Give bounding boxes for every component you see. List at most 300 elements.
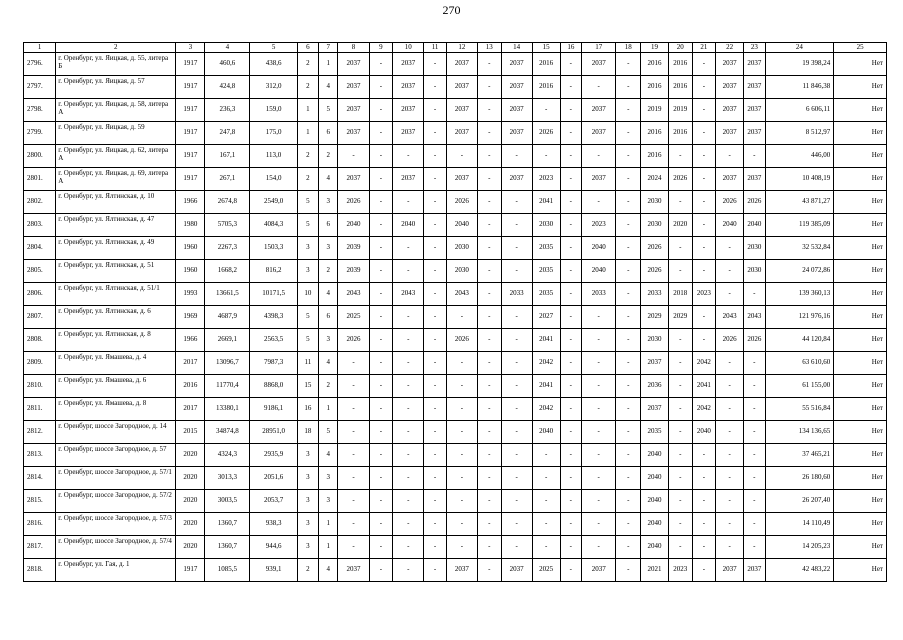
table-cell: 2037 — [744, 558, 765, 581]
table-cell: 2021 — [641, 558, 669, 581]
status-cell: Нет — [834, 144, 887, 167]
cost-cell: 43 871,27 — [765, 190, 834, 213]
table-cell: 11 — [297, 351, 318, 374]
table-cell: - — [616, 236, 641, 259]
table-cell: - — [560, 167, 581, 190]
table-cell: - — [582, 75, 616, 98]
table-cell: - — [477, 236, 501, 259]
status-cell: Нет — [834, 535, 887, 558]
cost-cell: 10 408,19 — [765, 167, 834, 190]
table-cell: - — [582, 144, 616, 167]
table-cell: - — [369, 236, 393, 259]
table-cell: - — [582, 512, 616, 535]
table-cell: 6 — [319, 213, 338, 236]
table-cell: - — [446, 144, 477, 167]
table-row — [24, 328, 887, 351]
column-header-21: 21 — [692, 43, 716, 53]
table-cell: 2040 — [641, 443, 669, 466]
table-cell: - — [393, 328, 424, 351]
table-cell: - — [501, 443, 532, 466]
table-cell: 938,3 — [250, 512, 297, 535]
table-cell: - — [369, 535, 393, 558]
table-cell: 2039 — [338, 259, 369, 282]
address-cell: г. Оренбург, ул. Ямашева, д. 6 — [56, 374, 176, 397]
table-cell: - — [369, 213, 393, 236]
table-cell: - — [477, 535, 501, 558]
table-cell: - — [369, 190, 393, 213]
table-cell: 2040 — [338, 213, 369, 236]
table-cell: 2027 — [532, 305, 560, 328]
table-cell: - — [446, 489, 477, 512]
table-cell: 2037 — [501, 558, 532, 581]
table-cell: - — [501, 305, 532, 328]
table-cell: - — [716, 374, 744, 397]
cost-cell: 121 976,16 — [765, 305, 834, 328]
table-cell: 2030 — [446, 236, 477, 259]
table-cell: 2040 — [641, 512, 669, 535]
table-cell: - — [616, 121, 641, 144]
table-cell: 2026 — [641, 259, 669, 282]
table-cell: - — [692, 466, 716, 489]
row-number-cell: 2816. — [24, 512, 56, 535]
column-header-19: 19 — [641, 43, 669, 53]
table-cell: - — [582, 305, 616, 328]
table-cell: 2024 — [641, 167, 669, 190]
table-cell: - — [393, 535, 424, 558]
table-cell: 2023 — [582, 213, 616, 236]
table-cell: - — [692, 121, 716, 144]
table-cell: 2037 — [446, 167, 477, 190]
address-cell: г. Оренбург, шоссе Загородное, д. 57/1 — [56, 466, 176, 489]
table-cell: 1360,7 — [205, 535, 250, 558]
table-cell: - — [532, 443, 560, 466]
table-cell: - — [446, 420, 477, 443]
table-cell: - — [560, 190, 581, 213]
table-cell: - — [338, 351, 369, 374]
address-cell: г. Оренбург, ул. Ялтинская, д. 49 — [56, 236, 176, 259]
table-cell: - — [582, 397, 616, 420]
table-cell: - — [582, 535, 616, 558]
table-cell: 3 — [297, 259, 318, 282]
table-cell: - — [716, 420, 744, 443]
table-cell: 2020 — [668, 213, 692, 236]
table-cell: - — [393, 305, 424, 328]
table-cell: 2935,9 — [250, 443, 297, 466]
table-cell: 2016 — [532, 75, 560, 98]
table-cell: - — [369, 305, 393, 328]
table-row — [24, 374, 887, 397]
cost-cell: 24 072,86 — [765, 259, 834, 282]
table-cell: 2053,7 — [250, 489, 297, 512]
table-cell: - — [446, 443, 477, 466]
table-cell: 2030 — [744, 259, 765, 282]
table-cell: - — [477, 190, 501, 213]
address-cell: г. Оренбург, ул. Ялтинская, д. 10 — [56, 190, 176, 213]
table-cell: - — [424, 75, 447, 98]
address-cell: г. Оренбург, ул. Ямашева, д. 8 — [56, 397, 176, 420]
table-cell: 10171,5 — [250, 282, 297, 305]
table-cell: - — [477, 420, 501, 443]
table-cell: - — [560, 52, 581, 75]
table-cell: - — [369, 328, 393, 351]
table-cell: 2016 — [532, 52, 560, 75]
cost-cell: 14 205,23 — [765, 535, 834, 558]
table-cell: - — [338, 443, 369, 466]
status-cell: Нет — [834, 282, 887, 305]
table-cell: - — [744, 466, 765, 489]
address-cell: г. Оренбург, шоссе Загородное, д. 57/3 — [56, 512, 176, 535]
table-cell: 5 — [319, 98, 338, 121]
table-cell: 2040 — [692, 420, 716, 443]
table-cell: 2037 — [338, 52, 369, 75]
table-cell: - — [501, 351, 532, 374]
table-cell: 5 — [319, 420, 338, 443]
table-cell: - — [501, 512, 532, 535]
table-cell: 11770,4 — [205, 374, 250, 397]
table-cell: - — [477, 512, 501, 535]
status-cell: Нет — [834, 328, 887, 351]
table-cell: - — [668, 190, 692, 213]
table-cell: - — [424, 52, 447, 75]
table-row — [24, 512, 887, 535]
table-cell: 2026 — [668, 167, 692, 190]
table-cell: - — [477, 489, 501, 512]
table-cell: - — [477, 213, 501, 236]
table-cell: - — [393, 489, 424, 512]
table-cell: 2020 — [176, 466, 205, 489]
table-cell: - — [369, 98, 393, 121]
table-cell: 5 — [297, 328, 318, 351]
table-cell: 1 — [319, 397, 338, 420]
table-cell: - — [424, 144, 447, 167]
table-cell: 5 — [297, 190, 318, 213]
table-cell: - — [446, 374, 477, 397]
table-cell: 3 — [297, 466, 318, 489]
table-cell: 2036 — [641, 374, 669, 397]
table-cell: 113,0 — [250, 144, 297, 167]
cost-cell: 134 136,65 — [765, 420, 834, 443]
table-cell: 3 — [319, 328, 338, 351]
table-cell: 2040 — [532, 420, 560, 443]
table-cell: - — [692, 328, 716, 351]
table-cell: - — [616, 259, 641, 282]
table-cell: 5705,3 — [205, 213, 250, 236]
table-cell: 2037 — [446, 75, 477, 98]
table-cell: 2016 — [641, 52, 669, 75]
table-cell: - — [560, 397, 581, 420]
table-cell: - — [369, 52, 393, 75]
address-cell: г. Оренбург, ул. Гая, д. 1 — [56, 558, 176, 581]
table-cell: 2 — [297, 52, 318, 75]
table-cell: 2016 — [176, 374, 205, 397]
table-cell: - — [338, 420, 369, 443]
table-cell: 4 — [319, 167, 338, 190]
status-cell: Нет — [834, 558, 887, 581]
table-cell: 2 — [297, 144, 318, 167]
table-cell: 2020 — [176, 443, 205, 466]
table-cell: 2037 — [393, 167, 424, 190]
table-cell: 460,6 — [205, 52, 250, 75]
table-cell: - — [616, 144, 641, 167]
table-cell: 2042 — [692, 397, 716, 420]
table-cell: 2669,1 — [205, 328, 250, 351]
table-cell: - — [477, 466, 501, 489]
cost-cell: 42 483,22 — [765, 558, 834, 581]
table-cell: 2040 — [641, 466, 669, 489]
status-cell: Нет — [834, 489, 887, 512]
table-cell: - — [560, 305, 581, 328]
column-header-8: 8 — [338, 43, 369, 53]
table-cell: 3 — [319, 489, 338, 512]
table-cell: - — [501, 144, 532, 167]
table-cell: - — [424, 512, 447, 535]
table-cell: - — [560, 420, 581, 443]
table-cell: 2041 — [532, 328, 560, 351]
table-cell: 2 — [297, 167, 318, 190]
table-cell: 2042 — [532, 397, 560, 420]
table-cell: 2017 — [176, 397, 205, 420]
table-cell: - — [716, 282, 744, 305]
address-cell: г. Оренбург, ул. Яицкая, д. 69, литера А — [56, 167, 176, 190]
table-cell: 2037 — [501, 75, 532, 98]
table-cell: 2037 — [744, 52, 765, 75]
table-cell: - — [501, 190, 532, 213]
column-header-14: 14 — [501, 43, 532, 53]
table-cell: 13096,7 — [205, 351, 250, 374]
table-cell: - — [393, 259, 424, 282]
table-cell: - — [501, 466, 532, 489]
column-header-18: 18 — [616, 43, 641, 53]
table-cell: - — [616, 443, 641, 466]
table-cell: 6 — [319, 121, 338, 144]
table-row — [24, 98, 887, 121]
table-cell: - — [582, 374, 616, 397]
table-cell: - — [668, 443, 692, 466]
cost-cell: 63 610,60 — [765, 351, 834, 374]
table-cell: 2037 — [582, 558, 616, 581]
table-cell: 1917 — [176, 52, 205, 75]
table-cell: 2037 — [393, 52, 424, 75]
row-number-cell: 2808. — [24, 328, 56, 351]
table-cell: - — [560, 236, 581, 259]
table-cell: - — [744, 512, 765, 535]
table-cell: - — [616, 328, 641, 351]
table-cell: - — [616, 397, 641, 420]
table-cell: 167,1 — [205, 144, 250, 167]
row-number-cell: 2802. — [24, 190, 56, 213]
table-cell: - — [716, 144, 744, 167]
table-cell: - — [744, 397, 765, 420]
column-header-12: 12 — [446, 43, 477, 53]
table-cell: - — [424, 489, 447, 512]
table-cell: 2026 — [716, 328, 744, 351]
status-cell: Нет — [834, 466, 887, 489]
table-cell: - — [692, 489, 716, 512]
table-cell: 1 — [319, 52, 338, 75]
table-cell: - — [692, 190, 716, 213]
table-cell: - — [532, 466, 560, 489]
table-cell: - — [582, 190, 616, 213]
table-cell: 2037 — [716, 558, 744, 581]
cost-cell: 55 516,84 — [765, 397, 834, 420]
table-cell: - — [692, 52, 716, 75]
table-cell: 2267,3 — [205, 236, 250, 259]
table-row — [24, 351, 887, 374]
table-cell: - — [616, 558, 641, 581]
table-cell: 4084,3 — [250, 213, 297, 236]
cost-cell: 37 465,21 — [765, 443, 834, 466]
status-cell: Нет — [834, 512, 887, 535]
address-cell: г. Оренбург, шоссе Загородное, д. 57/4 — [56, 535, 176, 558]
table-cell: 2035 — [532, 236, 560, 259]
table-cell: 1960 — [176, 236, 205, 259]
table-cell: - — [393, 443, 424, 466]
table-cell: - — [560, 443, 581, 466]
address-cell: г. Оренбург, шоссе Загородное, д. 14 — [56, 420, 176, 443]
table-cell: 1 — [297, 98, 318, 121]
table-cell: - — [424, 98, 447, 121]
table-row — [24, 259, 887, 282]
table-cell: 2026 — [338, 190, 369, 213]
table-cell: 2025 — [532, 558, 560, 581]
table-row — [24, 282, 887, 305]
table-cell: 312,0 — [250, 75, 297, 98]
table-cell: 2035 — [532, 259, 560, 282]
row-number-cell: 2797. — [24, 75, 56, 98]
table-cell: - — [424, 351, 447, 374]
column-header-24: 24 — [765, 43, 834, 53]
column-header-23: 23 — [744, 43, 765, 53]
table-cell: - — [744, 374, 765, 397]
address-cell: г. Оренбург, ул. Ялтинская, д. 6 — [56, 305, 176, 328]
status-cell: Нет — [834, 305, 887, 328]
table-cell: - — [668, 328, 692, 351]
table-cell: - — [446, 351, 477, 374]
table-cell: 4 — [319, 558, 338, 581]
table-cell: - — [424, 282, 447, 305]
row-number-cell: 2807. — [24, 305, 56, 328]
table-body — [24, 52, 887, 581]
table-cell: 1960 — [176, 259, 205, 282]
table-cell: - — [744, 489, 765, 512]
table-cell: 3 — [297, 489, 318, 512]
table-cell: - — [668, 236, 692, 259]
table-cell: - — [477, 98, 501, 121]
column-header-20: 20 — [668, 43, 692, 53]
table-cell: 1 — [319, 535, 338, 558]
table-cell: 2040 — [582, 236, 616, 259]
table-cell: - — [477, 374, 501, 397]
table-cell: 175,0 — [250, 121, 297, 144]
table-cell: 2026 — [744, 328, 765, 351]
table-cell: 2037 — [744, 167, 765, 190]
table-cell: - — [369, 558, 393, 581]
table-cell: 16 — [297, 397, 318, 420]
table-cell: - — [560, 75, 581, 98]
table-cell: 2037 — [338, 121, 369, 144]
table-cell: 2037 — [582, 98, 616, 121]
table-cell: 2037 — [393, 98, 424, 121]
cost-cell: 8 512,97 — [765, 121, 834, 144]
table-cell: - — [369, 167, 393, 190]
table-cell: 1917 — [176, 75, 205, 98]
table-cell: 2037 — [744, 98, 765, 121]
table-cell: - — [560, 558, 581, 581]
address-cell: г. Оренбург, ул. Яицкая, д. 55, литера Б — [56, 52, 176, 75]
table-cell: 3013,3 — [205, 466, 250, 489]
table-cell: - — [560, 535, 581, 558]
table-cell: 939,1 — [250, 558, 297, 581]
status-cell: Нет — [834, 397, 887, 420]
table-cell: - — [424, 190, 447, 213]
table-cell: 424,8 — [205, 75, 250, 98]
table-cell: - — [369, 512, 393, 535]
table-cell: - — [424, 374, 447, 397]
table-cell: - — [616, 213, 641, 236]
table-cell: 2037 — [641, 351, 669, 374]
cost-cell: 11 846,38 — [765, 75, 834, 98]
table-cell: 2016 — [668, 75, 692, 98]
table-cell: - — [616, 420, 641, 443]
table-cell: 2040 — [641, 535, 669, 558]
table-cell: 2035 — [532, 282, 560, 305]
table-cell: 5 — [297, 213, 318, 236]
table-cell: - — [338, 535, 369, 558]
table-cell: 2030 — [744, 236, 765, 259]
table-cell: 2026 — [641, 236, 669, 259]
table-cell: - — [716, 236, 744, 259]
table-cell: 1993 — [176, 282, 205, 305]
table-cell: - — [692, 167, 716, 190]
table-cell: 3003,5 — [205, 489, 250, 512]
table-cell: - — [477, 443, 501, 466]
table-row — [24, 420, 887, 443]
table-cell: - — [692, 558, 716, 581]
table-cell: - — [616, 466, 641, 489]
table-cell: - — [692, 75, 716, 98]
cost-cell: 139 360,13 — [765, 282, 834, 305]
column-header-16: 16 — [560, 43, 581, 53]
table-cell: 3 — [319, 236, 338, 259]
table-cell: - — [616, 489, 641, 512]
table-cell: - — [424, 420, 447, 443]
table-cell: 1917 — [176, 98, 205, 121]
table-cell: - — [424, 443, 447, 466]
table-header-row — [24, 43, 887, 53]
table-cell: - — [393, 420, 424, 443]
table-cell: - — [716, 397, 744, 420]
table-cell: 18 — [297, 420, 318, 443]
table-cell: 2033 — [501, 282, 532, 305]
table-cell: - — [393, 351, 424, 374]
address-cell: г. Оренбург, ул. Яицкая, д. 62, литера А — [56, 144, 176, 167]
table-cell: 7987,3 — [250, 351, 297, 374]
table-cell: - — [477, 558, 501, 581]
table-cell: - — [477, 144, 501, 167]
column-header-2: 2 — [56, 43, 176, 53]
table-cell: 154,0 — [250, 167, 297, 190]
table-cell: 1503,3 — [250, 236, 297, 259]
table-cell: - — [692, 443, 716, 466]
table-cell: - — [560, 282, 581, 305]
table-cell: - — [369, 144, 393, 167]
row-number-cell: 2803. — [24, 213, 56, 236]
table-cell: - — [668, 466, 692, 489]
cost-cell: 119 385,09 — [765, 213, 834, 236]
table-cell: - — [446, 535, 477, 558]
table-cell: 10 — [297, 282, 318, 305]
table-cell: 4324,3 — [205, 443, 250, 466]
